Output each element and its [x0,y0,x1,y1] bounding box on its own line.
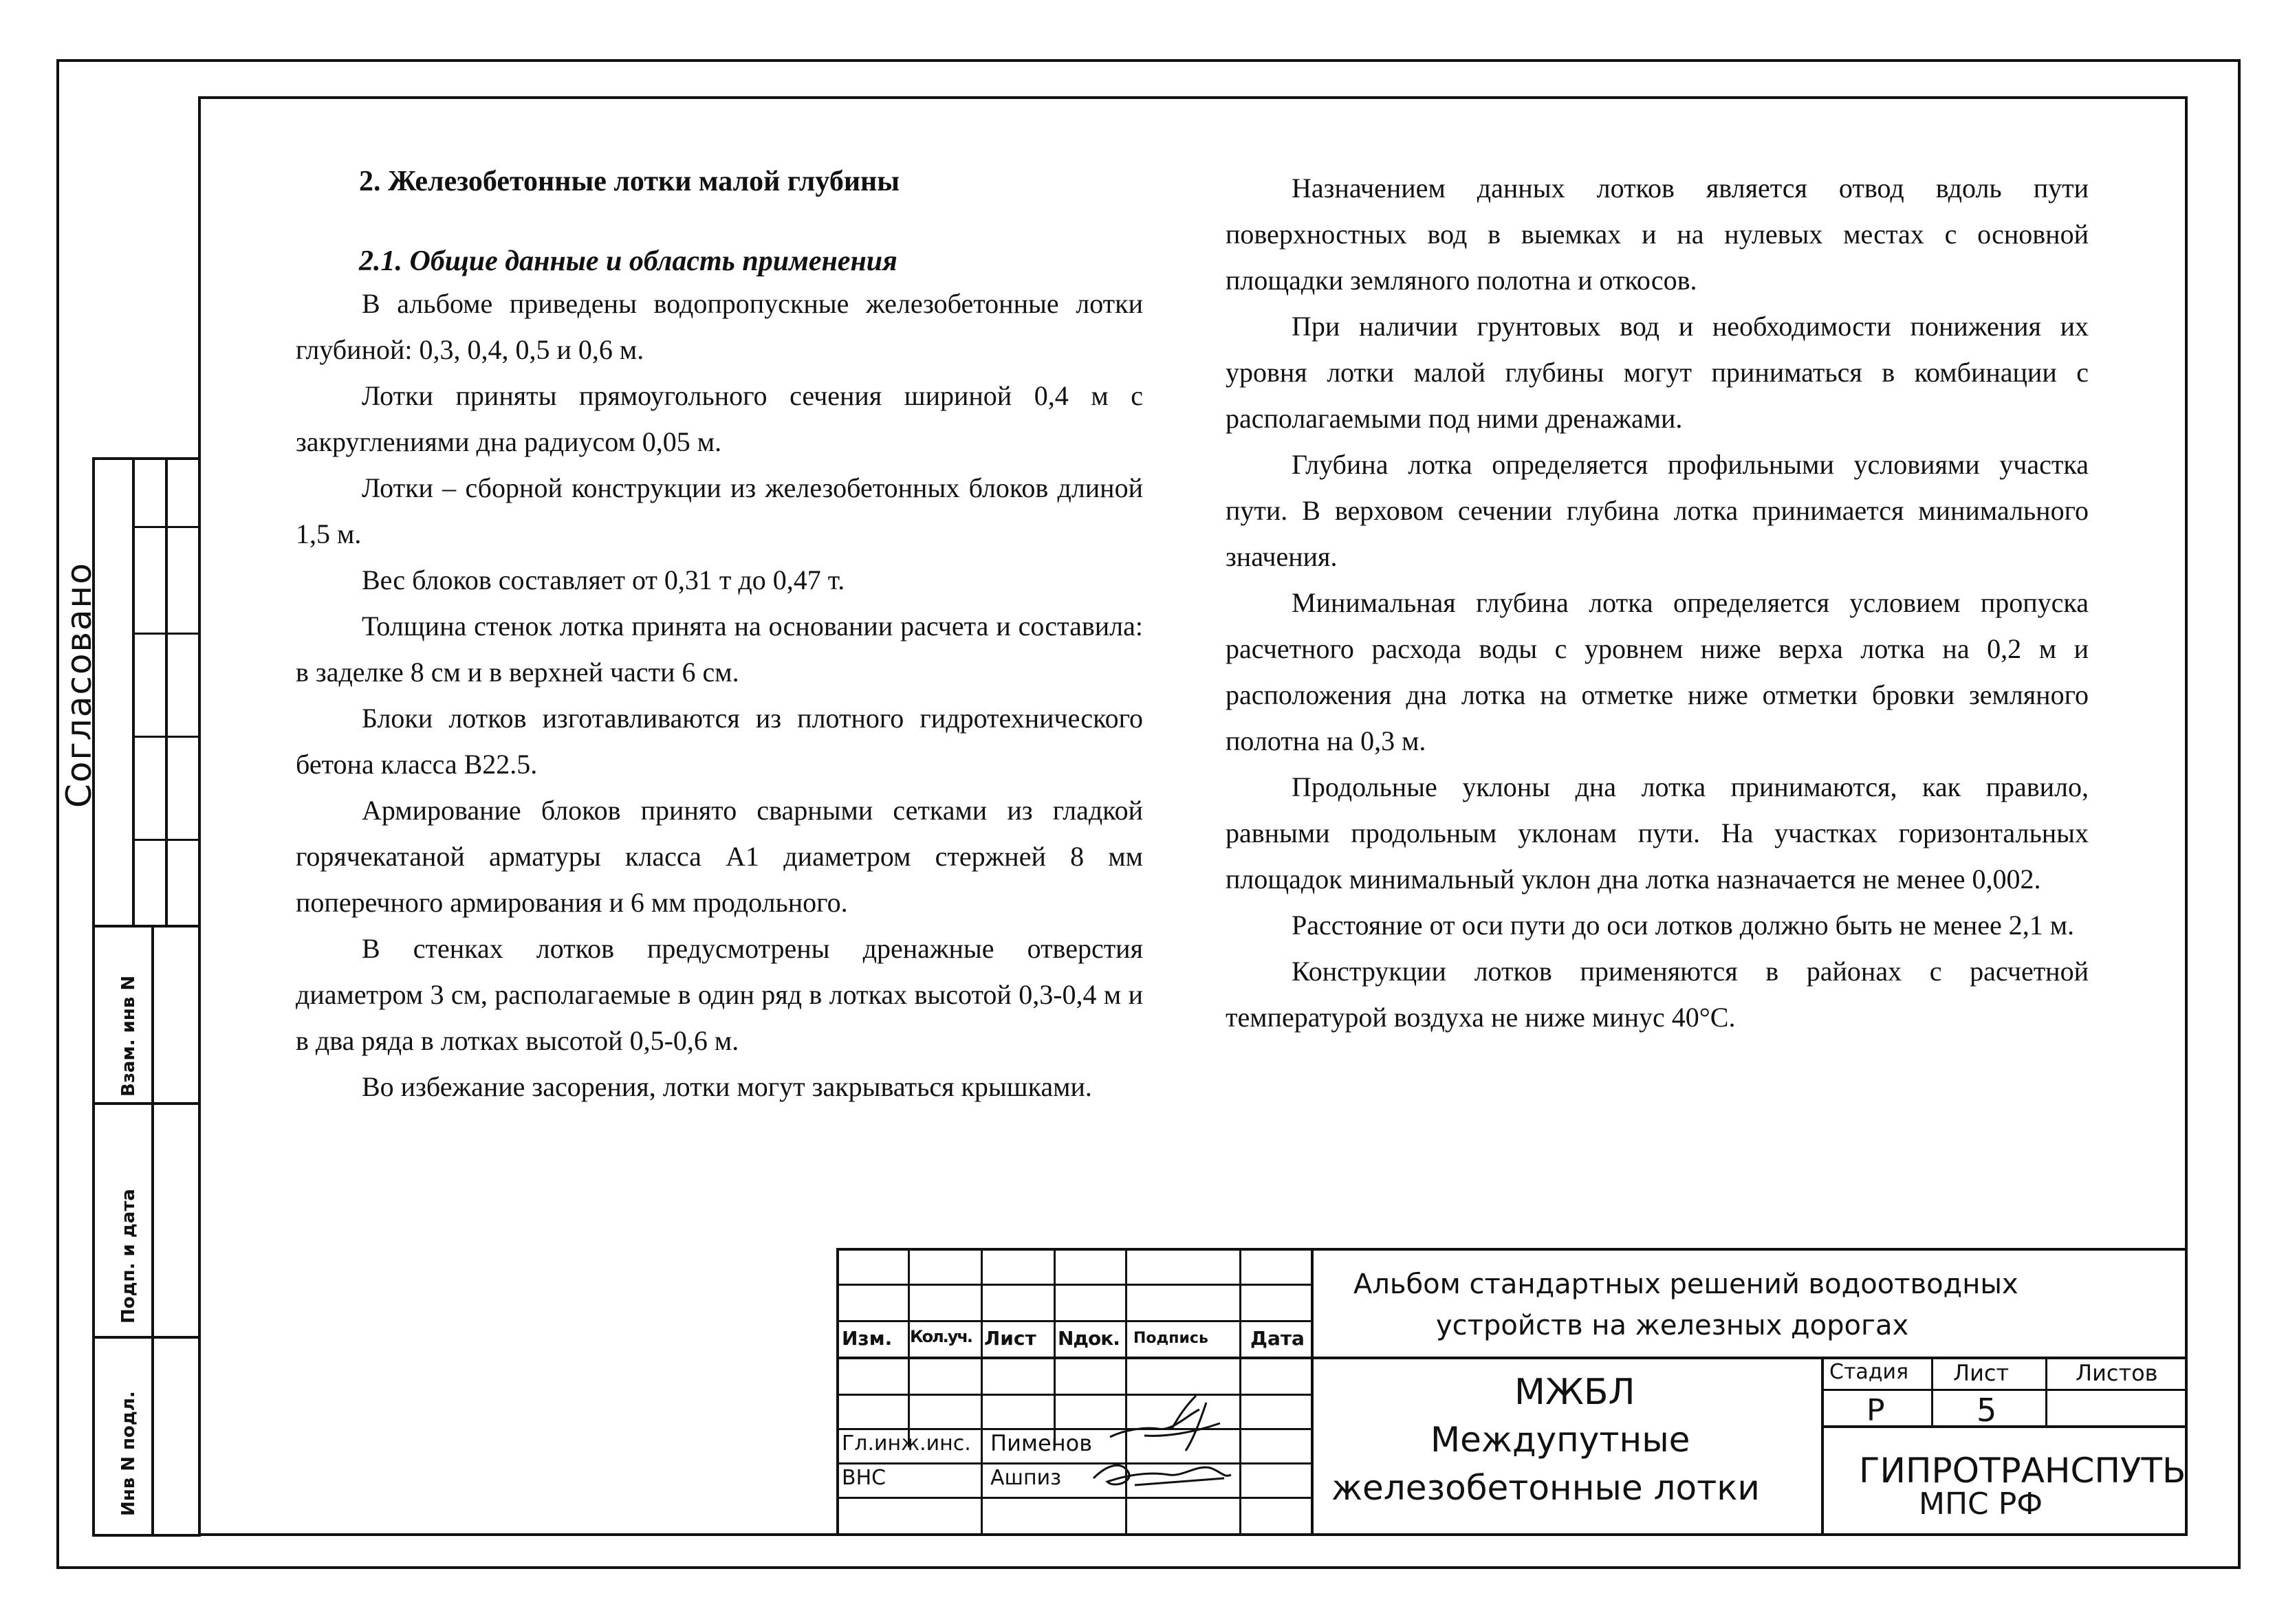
role-2: ВНС [842,1466,886,1490]
col-list: Лист [984,1327,1036,1350]
sheets-label: Листов [2076,1360,2158,1386]
paragraph: Расстояние от оси пути до оси лотков должно быть не менее 2,1 м. [1292,910,2075,941]
sheet-value: 5 [1977,1392,1997,1429]
doc-title-line1: Междупутные [1430,1420,1690,1460]
doc-code: МЖБЛ [1514,1372,1635,1413]
paragraph: Толщина стенок лотка принята на основании расчета и составила: в заделке 8 см и в верхней части 6 см. [296,611,1143,688]
col-ndok: Nдок. [1058,1327,1120,1350]
podp-data-label: Подп. и дата [118,1189,139,1324]
paragraph: Вес блоков составляет от 0,31 т до 0,47 т. [362,564,845,595]
signature-2 [1087,1451,1238,1499]
sheet-label: Лист [1953,1360,2010,1386]
paragraph: Во избежание засорения, лотки могут закрываться крышками. [362,1071,1092,1102]
role-1: Гл.инж.инс. [842,1431,971,1456]
paragraph: В альбоме приведены водопропускные железобетонные лотки глубиной: 0,3, 0,4, 0,5 и 0,6 м. [296,288,1143,365]
album-title-line1: Альбом стандартных решений водоотводных [1353,1269,2018,1300]
album-title-line2: устройств на железных дорогах [1436,1310,1909,1341]
vzam-inv-label: Взам. инв N [118,975,139,1097]
agreed-label: Согласовано [59,562,99,808]
paragraph: Блоки лотков изготавливаются из плотного гидротехнического бетона класса В22.5. [296,703,1143,780]
right-column [1226,165,2089,1040]
org-line1: ГИПРОТРАНСПУТЬ [1859,1451,2186,1491]
inv-podl-label: Инв N подл. [118,1391,139,1516]
paragraph: Глубина лотка определяется профильными условиями участка пути. В верховом сечении глубина лотка принимается минимального значения. [1226,449,2089,572]
paragraph: Армирование блоков принято сварными сетками из гладкой горячекатаной арматуры класса А1 диаметром стержней 8 мм поперечного армирования и 6 мм продольного. [296,795,1143,918]
paragraph: Лотки – сборной конструкции из железобетонных блоков длиной 1,5 м. [296,472,1143,549]
doc-title-line2: железобетонные лотки [1331,1468,1760,1508]
col-podpis: Подпись [1133,1330,1208,1347]
paragraph: Конструкции лотков применяются в районах с расчетной температурой воздуха не ниже минус 40°С. [1226,956,2089,1033]
paragraph: При наличии грунтовых вод и необходимости понижения их уровня лотки малой глубины могут приниматься в комбинации с располагаемыми под ними дренажами. [1226,311,2089,434]
section-heading: 2. Железобетонные лотки малой глубины [359,166,900,197]
col-data: Дата [1250,1327,1305,1350]
subsection-heading: 2.1. Общие данные и область применения [359,245,897,277]
stage-label: Стадия [1829,1360,1909,1384]
paragraph: Продольные уклоны дна лотка принимаются, как правило, равными продольным уклонам пути. На участках горизонтальных площадок минимальный уклон дна лотка назначается не менее 0,002. [1226,771,2089,895]
stage-value: Р [1866,1393,1885,1428]
name-2: Ашпиз [990,1466,1062,1490]
paragraph: Минимальная глубина лотка определяется условием пропуска расчетного расхода воды с уровнем ниже верха лотка на 0,2 м и расположения дна лотка на отметке ниже отметки бровки земляного полотна на 0,3 м. [1226,587,2089,756]
paragraph: Назначением данных лотков является отвод вдоль пути поверхностных вод в выемках и на нулевых местах с основной площадки земляного полотна и откосов. [1226,173,2089,296]
signature-1 [1103,1389,1241,1458]
col-koluch: Кол.уч. [910,1327,972,1346]
col-izm: Изм. [842,1327,893,1350]
left-column [296,165,1143,1110]
org-line2: МПС РФ [1919,1486,2043,1522]
paragraph: Лотки приняты прямоугольного сечения шириной 0,4 м с закруглениями дна радиусом 0,05 м. [296,380,1143,457]
paragraph: В стенках лотков предусмотрены дренажные отверстия диаметром 3 см, располагаемые в один ряд в лотках высотой 0,3-0,4 м и в два ряда в лотках высотой 0,5-0,6 м. [296,933,1143,1056]
name-1: Пименов [990,1430,1093,1456]
